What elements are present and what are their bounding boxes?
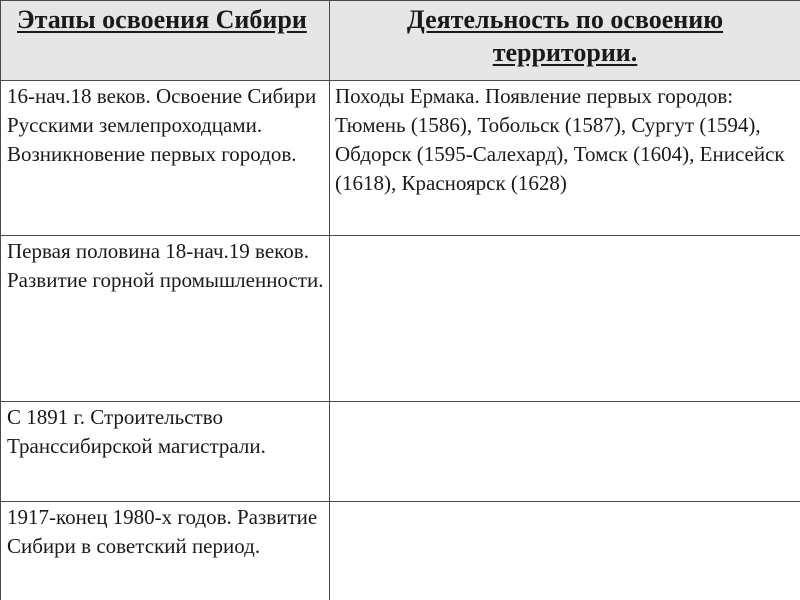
activity-cell: Походы Ермака. Появление первых городов: Тюмень (1586), Тобольск (1587), Сургут (1594), Обдорск (1595-Салехард), Томск (1604), Енисейск (1618), Красноярск (1628) — [330, 81, 800, 236]
stage-cell: С 1891 г. Строительство Транссибирской магистрали. — [1, 402, 330, 502]
table-header-row — [1, 1, 800, 81]
stage-cell: 16-нач.18 веков. Освоение Сибири Русскими землепроходцами. Возникновение первых городов. — [1, 81, 330, 236]
table-row — [1, 402, 800, 502]
table-row — [1, 81, 800, 236]
activity-cell — [330, 236, 800, 402]
header-activity: Деятельность по освоению территории. — [330, 1, 800, 81]
stage-cell: 1917-конец 1980-х годов. Развитие Сибири в советский период. — [1, 502, 330, 600]
table-row — [1, 502, 800, 600]
table-row — [1, 236, 800, 402]
activity-cell — [330, 502, 800, 600]
stage-cell: Первая половина 18-нач.19 веков. Развитие горной промышленности. — [1, 236, 330, 402]
header-stages: Этапы освоения Сибири — [1, 1, 330, 81]
activity-cell — [330, 402, 800, 502]
